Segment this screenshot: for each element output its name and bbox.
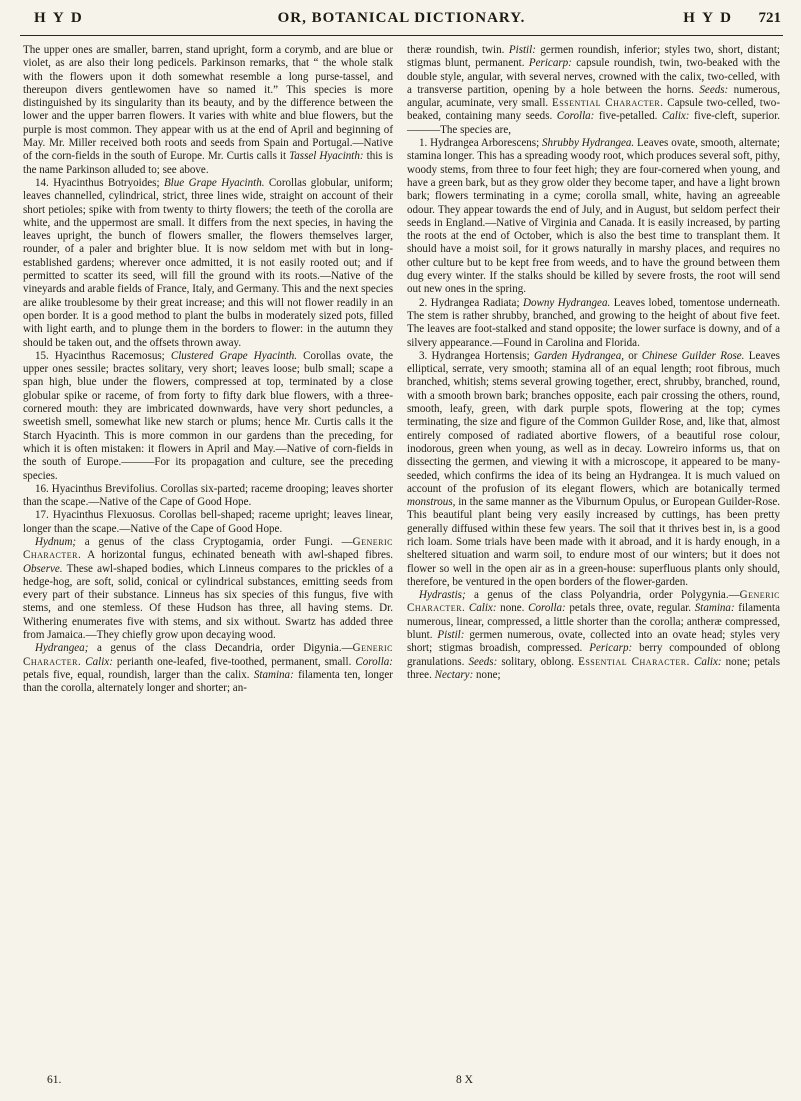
right-column: [407, 44, 780, 682]
signature-mark-left: 61.: [47, 1074, 62, 1086]
paragraph: 16. Hyacinthus Brevifolius. Corollas six-parted; raceme drooping; leaves shorter than the scape.—Native of the Cape of Good Hope.: [23, 482, 393, 509]
header-rule: [20, 35, 783, 36]
paragraph: 1. Hydrangea Arborescens; Shrubby Hydrangea. Leaves ovate, smooth, alternate; stamina longer. This has a spreading woody root, which produces several soft, pithy, woody stems, from three to four feet high; they are four-cornered when young, and have a green bark, but as they grow older they become taper, and have a light brown bark; flowers terminating in a cyme; corolla small, white, having an agreeable odour. They appear towards the end of July, and in August, but seldom perfect their seeds in England.—Native of Virginia and Canada. It is easily increased, by parting the roots at the end of October, which is also the best time to transplant them. It should have a moist soil, for it grows naturally in marshy places, and requires no other culture but to be kept free from weeds, and to have the ground between them dug every winter. If the stalks should be killed by severe frosts, the root will send out new ones in the spring.: [407, 137, 781, 296]
paragraph: The upper ones are smaller, barren, stand upright, form a corymb, and are blue or violet, as are also their long pedicels. Parkinson remarks, that “ the whole stalk with the flowers upon it doth somewhat resemble a long purse-tassel, and thereupon divers gentlewomen have so named it.” This species is more distinguished by its singularity than its beauty, and by the difference between the lower and the upper barren flowers. It varies with white and blue flowers, but the purple is most common. They appear with us at the end of April and beginning of May. Mr. Miller received both roots and seeds from Spain and Portugal.—Native of the corn-fields in the south of Europe. Mr. Curtis calls it Tassel Hyacinth: this is the name Parkinson alluded to; see above.: [23, 44, 394, 176]
signature-mark-right: 8 X: [456, 1074, 473, 1086]
paragraph: 17. Hyacinthus Flexuosus. Corollas bell-shaped; raceme upright; leaves linear, longer than the scape.—Native of the Cape of Good Hope.: [23, 509, 393, 535]
paragraph: Hydnum; a genus of the class Cryptogamia, order Fungi. —Generic Character. A horizontal fungus, echinated beneath with awl-shaped fibres. Observe. These awl-shaped bodies, which Linneus compares to the prickles of a hedge-hog, are soft, solid, conical or cylindrical substances, emitting seeds from every part of their substance. Linneus has six species of this fungus, five with stems, and one stemless. Of these Hudson has three, all having stems. Dr. Withering enumerates five with stems, and six without. Swartz has added three from Jamaica.—They chiefly grow upon decaying wood.: [23, 535, 393, 642]
header-title: OR, BOTANICAL DICTIONARY.: [277, 10, 526, 26]
paragraph: theræ roundish, twin. Pistil: germen roundish, inferior; styles two, short, distant; stigmas blunt, permanent. Pericarp: capsule roundish, twin, two-beaked with the double style, angular, with several nerves, crowned with the calix, two-celled, with a transverse partition, opening by a hole between the horns. Seeds: numerous, angular, acuminate, very small. Essential Character. Capsule two-celled, two-beaked, containing many seeds. Corolla: five-petalled. Calix: five-cleft, superior.———The species are,: [407, 44, 781, 136]
header-right-keyword: H Y D: [683, 10, 733, 26]
paragraph: 15. Hyacinthus Racemosus; Clustered Grape Hyacinth. Corollas ovate, the upper ones sessile; bractes solitary, very short; leaves loose; bulb small; scape a span high, blue under the flowers, compressed at top, terminated by a close globular spike or raceme, of from forty to fifty dark blue flowers, with a three-cornered mouth: they are imbricated downwards, have very short peduncles, a sweetish smell, somewhat like new starch or plums; hence Mr. Curtis calls it the Starch Hyacinth. This is more common in our gardens than the preceding, for which it is often mistaken: it flowers in April and May.—Native of corn-fields in the south of Europe.———For its propagation and culture, see the preceding species.: [23, 349, 394, 482]
running-header: [22, 10, 781, 36]
page-number: 721: [758, 10, 781, 26]
left-column: [23, 44, 393, 696]
paragraph: Hydrastis; a genus of the class Polyandria, order Polygynia.—Generic Character. Calix: none. Corolla: petals three, ovate, regular. Stamina: filamenta numerous, linear, compressed, a little shorter than the corolla; antheræ compressed, blunt. Pistil: germen numerous, ovate, collected into an ovate head; styles very short; stigmas broadish, compressed. Pericarp: berry compounded of oblong granulations. Seeds: solitary, oblong. Essential Character. Calix: none; petals three. Nectary: none;: [407, 589, 781, 681]
paragraph: 3. Hydrangea Hortensis; Garden Hydrangea, or Chinese Guilder Rose. Leaves elliptical, serrate, very smooth; stamina all of an equal length; root fibrous, much branched, whitish; stems several growing together, erect, shrubby, branched, round, with a smooth brown bark; branches opposite, each pair crossing the others, round, smooth, leafy, green, with dark purple spots, flowering at the top; cymes terminating, the size and figure of the Common Guilder Rose, and, like that, almost entirely composed of radiated abortive flowers, of a beautiful rose colour, inodorous, green when young, as well as in decay. Lowreiro informs us, that on dissecting the germen, and viewing it with a microscope, it appeared to be many-seeded, which confirms the idea of its being an Hydrangea. It is much valued on account of the profusion of its elegant flowers, which are botanically termed monstrous, in the same manner as the Viburnum Opulus, or European Guilder-Rose. This beautiful plant being very easily increased by cuttings, has been pretty generally diffused within these few years. The soil that it thrives best in, is a good rich loam. Some trials have been made with it abroad, and it is hardy enough, in a sheltered situation and warm soil, to endure most of our winters; but it does not flower so well in the open air as in a green-house: superfluous plants only should, therefore, be ventured in the open borders of the flower-garden.: [407, 349, 780, 588]
paragraph: 14. Hyacinthus Botryoides; Blue Grape Hyacinth. Corollas globular, uniform; leaves channelled, cylindrical, strict, three lines wide, straight on account of their short petioles; spike with from twenty to thirty flowers; the teeth of the corolla are white, and the uppermost are small. It differs from the next species, in having the leaves upright, the bunch of flowers smaller, the flowers themselves larger, rounder, of a paler and brighter blue. It is now seldom met with but in long-established gardens; wherever once admitted, it is not easily rooted out; and if permitted to scatter its seed, will fill the ground with its roots.—Native of the vineyards and arable fields of France, Italy, and Germany. This and the next species are alike troublesome by their great increase; and this will not flower readily in an open border. It is a good method to plant the bulbs in moderately sized pots, filled with light earth, and to plunge them in the borders to flower: in the autumn they should be taken out, and the offsets thrown away.: [23, 176, 394, 349]
paragraph: Hydrangea; a genus of the class Decandria, order Digynia.—Generic Character. Calix: perianth one-leafed, five-toothed, permanent, small. Corolla: petals five, equal, roundish, larger than the calix. Stamina: filamenta ten, longer than the corolla, alternately longer and shorter; an-: [23, 642, 393, 695]
paragraph: 2. Hydrangea Radiata; Downy Hydrangea. Leaves lobed, tomentose underneath. The stem is rather shrubby, branched, and growing to the height of about five feet. The leaves are foot-stalked and stand opposite; the lower surface is downy, and of a silvery appearance.—Found in Carolina and Florida.: [407, 296, 780, 349]
header-left-keyword: H Y D: [34, 10, 84, 26]
